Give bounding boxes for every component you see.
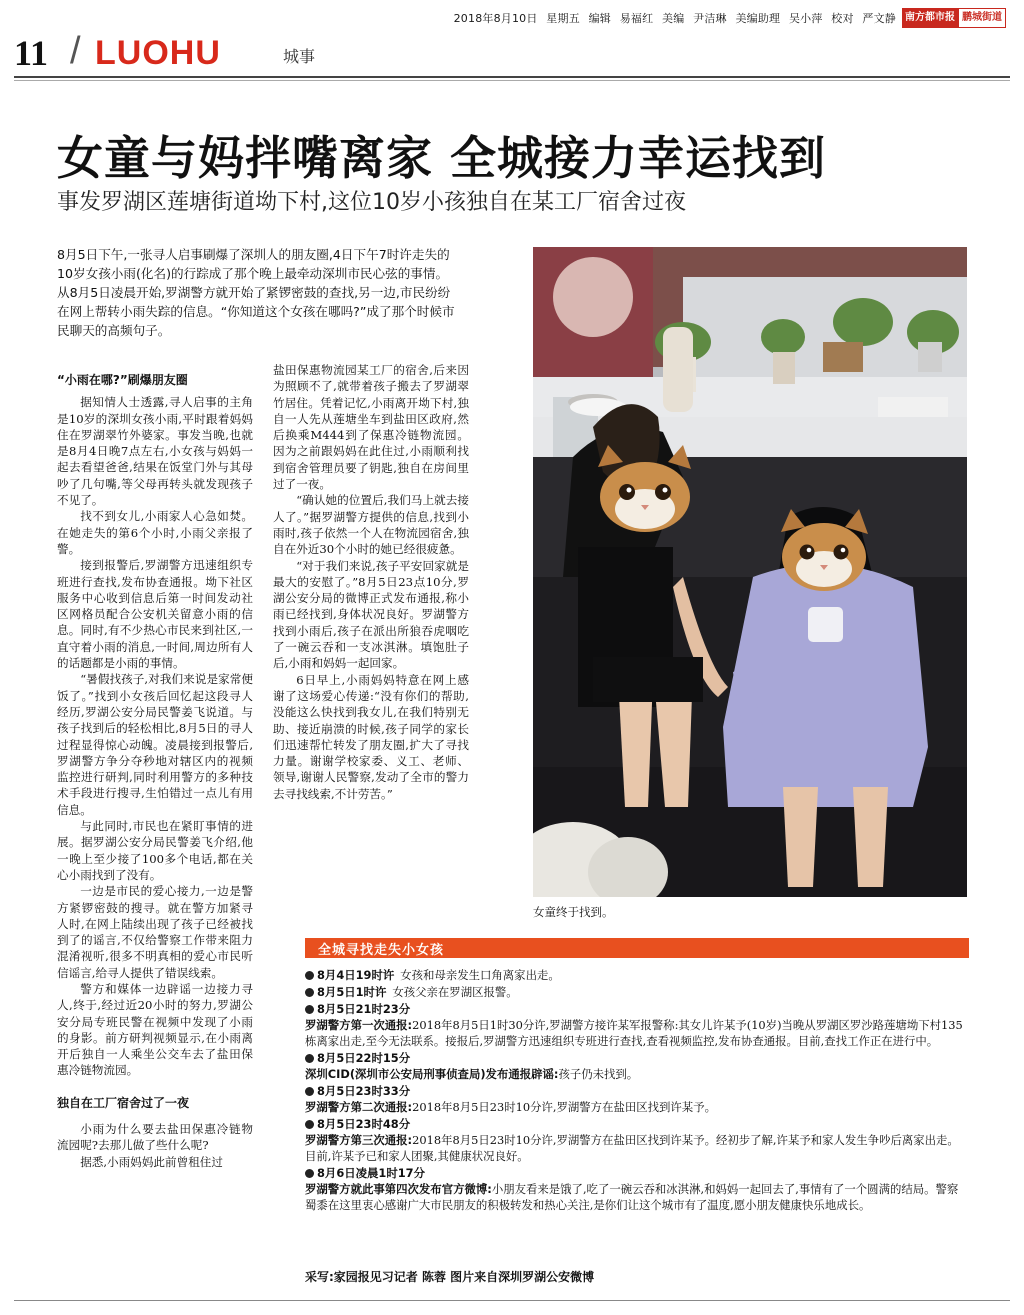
section-title-cn: 城事 bbox=[283, 47, 316, 66]
editor-name: 易福红 bbox=[619, 12, 654, 25]
timeline-body: 孩子仍未找到。 bbox=[558, 1067, 639, 1081]
article-paragraph: 找不到女儿,小雨家人心急如焚。在她走失的第6个小时,小雨父亲报了警。 bbox=[57, 509, 253, 556]
timeline-time-text: 8月5日1时许 bbox=[317, 985, 387, 999]
intro-line: 8月5日下午,一张寻人启事刷爆了深圳人的朋友圈,4日下午7时许走失的 bbox=[57, 247, 450, 262]
timeline-time-text: 8月4日19时许 bbox=[317, 968, 395, 982]
timeline-text: 女孩和母亲发生口角离家出走。 bbox=[400, 968, 560, 982]
intro-line: 在网上帮转小雨失踪的信息。“你知道这个女孩在哪吗?”成了那个时候市 bbox=[57, 304, 455, 319]
timeline-time-text: 8月6日凌晨1时17分 bbox=[317, 1166, 425, 1180]
intro-line: 10岁女孩小雨(化名)的行踪成了那个晚上最牵动深圳市民心弦的事情。 bbox=[57, 266, 449, 281]
timeline-label: 罗湖警方第一次通报: bbox=[305, 1018, 413, 1032]
logo-text: 南方都市报 bbox=[902, 8, 958, 28]
article-paragraph: 一边是市民的爱心接力,一边是警方紧锣密鼓的搜寻。就在警方加紧寻人时,在网上陆续出现了孩子已经被找到了的谣言,不仅给警察工作带来阻力混淆视听,很多不明真相的爱心市民听信谣言,给寻人提供了错误线索。 bbox=[57, 884, 253, 980]
timeline-item bbox=[305, 1050, 969, 1082]
timeline-time bbox=[305, 1001, 969, 1017]
timeline-list bbox=[305, 967, 969, 1214]
timeline-item bbox=[305, 984, 969, 1000]
bullet-icon bbox=[305, 988, 314, 997]
article-paragraph: 6日早上,小雨妈妈特意在网上感谢了这场爱心传递:“没有你们的帮助,没能这么快找到我女儿,在我们特别无助、接近崩溃的时候,孩子同学的家长们迅速帮忙转发了朋友圈,扩大了寻找力量。谢谢学校家委、义工、老师、领导,谢谢人民警察,发动了全市的警力去寻找线索,不计劳苦。” bbox=[273, 672, 469, 801]
page-number: 11 bbox=[14, 33, 49, 73]
editor-label: 编辑 bbox=[588, 12, 612, 25]
photo-caption: 女童终于找到。 bbox=[533, 905, 614, 919]
timeline-label: 罗湖警方第三次通报: bbox=[305, 1133, 413, 1147]
intro-line: 从8月5日凌晨开始,罗湖警方就开始了紧锣密鼓的查找,另一边,市民纷纷 bbox=[57, 285, 451, 300]
headline: 女童与妈拌嘴离家 全城接力幸运找到 bbox=[57, 131, 827, 185]
issue-weekday: 星期五 bbox=[546, 12, 580, 25]
intro-line: 民聊天的高频句子。 bbox=[57, 323, 171, 338]
article-column-1 bbox=[57, 373, 253, 1170]
proof-label: 校对 bbox=[831, 12, 854, 25]
issue-date: 2018年8月10日 bbox=[453, 12, 538, 25]
article-paragraph: 小雨为什么要去盐田保惠冷链物流园呢?去那儿做了些什么呢? bbox=[57, 1122, 253, 1153]
bullet-icon bbox=[305, 1120, 314, 1129]
timeline-label: 罗湖警方就此事第四次发布官方微博: bbox=[305, 1182, 492, 1196]
art-name: 尹洁琳 bbox=[693, 12, 727, 25]
section-title: LUOHU bbox=[95, 34, 221, 72]
bullet-icon bbox=[305, 1005, 314, 1014]
timeline-time-text: 8月5日23时33分 bbox=[317, 1084, 411, 1098]
header-rule-thin bbox=[14, 80, 1010, 81]
article-intro bbox=[57, 245, 497, 340]
article-paragraph: 据悉,小雨妈妈此前曾租住过 bbox=[80, 1154, 223, 1169]
article-credit: 采写:家园报见习记者 陈蓉 图片来自深圳罗湖公安微博 bbox=[305, 1270, 595, 1284]
timeline-time bbox=[305, 1165, 969, 1181]
bullet-icon bbox=[305, 1169, 314, 1178]
art-asst-label: 美编助理 bbox=[735, 12, 781, 25]
timeline-time bbox=[305, 985, 386, 999]
article-paragraph: “确认她的位置后,我们马上就去接人了。”据罗湖警方提供的信息,找到小雨时,孩子依然一个人在物流园宿舍,独自在外近30个小时的她已经很疲惫。 bbox=[273, 493, 469, 557]
column-subtitle: “小雨在哪?”刷爆朋友圈 bbox=[57, 373, 188, 387]
logo-text-secondary: 鹏城街道 bbox=[958, 8, 1006, 28]
bullet-icon bbox=[305, 1087, 314, 1096]
timeline-body: 小朋友看来是饿了,吃了一碗云吞和冰淇淋,和妈妈一起回去了,事情有了一个圆满的结局。警察蜀黍在这里衷心感谢广大市民朋友的积极转发和热心关注,是你们让这个城市有了温度,愿小朋友健康快乐地成长。 bbox=[305, 1182, 959, 1212]
bullet-icon bbox=[305, 1054, 314, 1063]
timeline-title: 全城寻找走失小女孩 bbox=[318, 943, 445, 958]
footer-rule bbox=[14, 1300, 1010, 1301]
timeline-label: 罗湖警方第二次通报: bbox=[305, 1100, 413, 1114]
article-paragraph: 据知情人士透露,寻人启事的主角是10岁的深圳女孩小雨,平时跟着妈妈住在罗湖翠竹外婆家。事发当晚,也就是8月4日晚7点左右,小女孩与妈妈一起去看望爸爸,结果在饭堂门外与其母吵了几句嘴,等父母再转头就发现孩子不见了。 bbox=[57, 395, 253, 508]
timeline-time-text: 8月5日23时48分 bbox=[317, 1117, 411, 1131]
column-subtitle: 独自在工厂宿舍过了一夜 bbox=[57, 1095, 190, 1110]
timeline-time bbox=[305, 1050, 969, 1066]
header-rule bbox=[14, 76, 1010, 78]
article-paragraph: “暑假找孩子,对我们来说是家常便饭了。”找到小女孩后回忆起这段寻人经历,罗湖公安分局民警姜飞说道。与孩子找到后的轻松相比,8月5日的寻人过程显得惊心动魄。凌晨接到报警后,罗湖警方争分夺秒地对辖区内的视频监控进行研判,同时利用警方的多种技术手段进行搜寻,生怕错过一点儿有用信息。 bbox=[57, 672, 253, 817]
article-paragraph: “对于我们来说,孩子平安回家就是最大的安慰了。”8月5日23点10分,罗湖公安分局的微博正式发布通报,称小雨已经找到,身体状况良好。罗湖警方找到小雨后,孩子在派出所狼吞虎咽吃了一碗云吞和一支冰淇淋。填饱肚子后,小雨和妈妈一起回家。 bbox=[273, 558, 469, 671]
bullet-icon bbox=[305, 971, 314, 980]
timeline-label: 深圳CID(深圳市公安局刑事侦查局)发布通报辟谣: bbox=[305, 1067, 559, 1081]
article-paragraph: 盐田保惠物流园某工厂的宿舍,后来因为照顾不了,就带着孩子搬去了罗湖翠竹居住。凭着记忆,小雨离开坳下村,独自一人先从莲塘坐车到盐田区政府,然后换乘M444到了保惠冷链物流园。因为之前跟妈妈在此住过,小雨顺利找到宿舍管理员要了钥匙,独自在房间里过了一夜。 bbox=[273, 363, 469, 492]
newspaper-logo bbox=[902, 8, 1016, 28]
timeline-time bbox=[305, 1116, 969, 1132]
article-paragraph: 接到报警后,罗湖警方迅速组织专班进行查找,发布协查通报。坳下社区服务中心收到信息后第一时间发动社区网格员配合公安机关留意小雨的信息。同时,有不少热心市民来到社区,一直守着小雨的消息,一时间,周边所有人的话题都是小雨的事情。 bbox=[57, 558, 253, 671]
article-paragraph: 与此同时,市民也在紧盯事情的进展。据罗湖公安分局民警姜飞介绍,他一晚上至少接了100多个电话,都在关心小雨找到了没有。 bbox=[57, 819, 253, 882]
timeline-text: 女孩父亲在罗湖区报警。 bbox=[392, 985, 518, 999]
article-column-2 bbox=[273, 362, 469, 802]
article-paragraph: 警方和媒体一边辟谣一边接力寻人,终于,经过近20小时的努力,罗湖公安分局专班民警在视频中发现了小雨的身影。前方研判视频显示,在小雨离开后独自一人乘坐公交车去了盐田保惠冷链物流园。 bbox=[57, 981, 253, 1078]
art-asst-name: 吴小萍 bbox=[788, 12, 823, 25]
timeline-item bbox=[305, 967, 969, 983]
timeline-body: 2018年8月5日23时10分许,罗湖警方在盐田区找到许某予。 bbox=[412, 1100, 716, 1114]
proof-name: 严文静 bbox=[862, 12, 896, 25]
article-photo bbox=[533, 247, 967, 897]
art-label: 美编 bbox=[662, 12, 685, 25]
timeline-item bbox=[305, 1083, 969, 1115]
subheadline: 事发罗湖区莲塘街道坳下村,这位10岁小孩独自在某工厂宿舍过夜 bbox=[57, 190, 686, 215]
timeline-body: 2018年8月5日1时30分许,罗湖警方接许某军报警称:其女儿许某予(10岁)当晚从罗湖区罗沙路莲塘坳下村135栋离家出走,至今无法联系。接报后,罗湖警方迅速组织专班进行查找,查看视频监控,发布协查通报。目前,查找工作正在进行中。 bbox=[305, 1018, 963, 1048]
timeline-item bbox=[305, 1116, 969, 1164]
timeline-time bbox=[305, 968, 394, 982]
masthead-info bbox=[449, 10, 896, 26]
timeline-item bbox=[305, 1165, 969, 1213]
timeline-time bbox=[305, 1083, 969, 1099]
timeline-body: 2018年8月5日23时10分许,罗湖警方在盐田区找到许某予。经初步了解,许某予和家人发生争吵后离家出走。目前,许某予已和家人团聚,其健康状况良好。 bbox=[305, 1133, 959, 1163]
timeline-item bbox=[305, 1001, 969, 1049]
header-slash-divider: / bbox=[70, 30, 81, 72]
timeline-time-text: 8月5日22时15分 bbox=[317, 1051, 411, 1065]
timeline-time-text: 8月5日21时23分 bbox=[317, 1002, 411, 1016]
